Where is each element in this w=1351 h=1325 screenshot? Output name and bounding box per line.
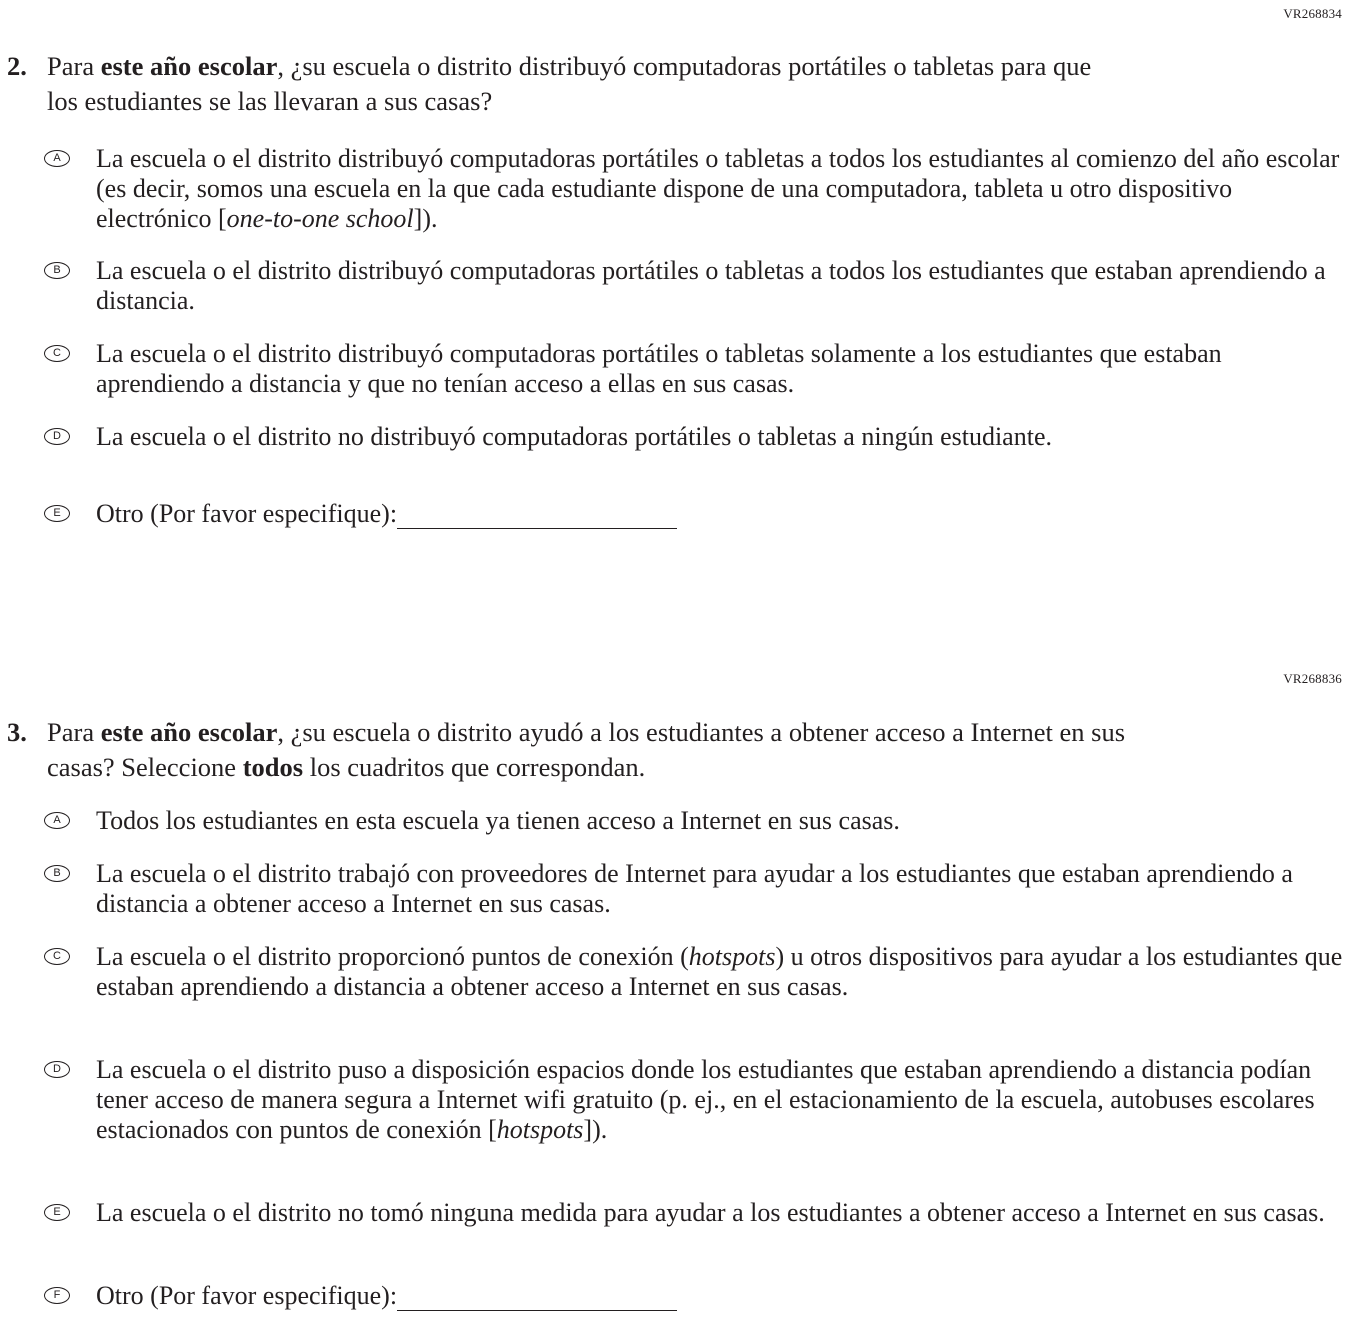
option-e[interactable]: [44, 1198, 1348, 1228]
option-e-other[interactable]: [44, 499, 1348, 529]
stem-text: Para: [47, 51, 101, 81]
question-2: [0, 49, 1351, 119]
answer-bubble[interactable]: C: [44, 345, 70, 362]
answer-bubble[interactable]: B: [44, 865, 70, 882]
answer-bubble[interactable]: E: [44, 1204, 70, 1221]
question-id: VR268836: [1283, 671, 1342, 686]
option-c[interactable]: [44, 339, 1348, 399]
other-specify-field[interactable]: [397, 1284, 677, 1311]
option-a[interactable]: [44, 144, 1348, 234]
stem-emphasis: este año escolar: [100, 51, 278, 81]
option-b[interactable]: [44, 256, 1348, 316]
option-d[interactable]: [44, 1055, 1348, 1145]
option-b[interactable]: [44, 859, 1348, 919]
answer-bubble[interactable]: A: [44, 150, 70, 167]
option-text: Otro (Por favor especifique):: [96, 499, 1348, 529]
answer-bubble[interactable]: C: [44, 948, 70, 965]
answer-bubble[interactable]: A: [44, 812, 70, 829]
option-text: La escuela o el distrito puso a disposición espacios donde los estudiantes que estaban aprendiendo a distancia podían tener acceso de manera segura a Internet wifi gratuito (p. ej., en el estacionamiento de la escuela, autobuses escolares estacionados con puntos de conexión [hotspots]).: [96, 1055, 1315, 1144]
stem-emphasis: este año escolar: [100, 717, 278, 747]
answer-bubble[interactable]: D: [44, 1061, 70, 1078]
option-d[interactable]: [44, 422, 1348, 452]
question-stem: [0, 49, 1127, 119]
stem-emphasis: todos: [242, 752, 304, 782]
answer-bubble[interactable]: B: [44, 262, 70, 279]
option-f-other[interactable]: [44, 1281, 1348, 1311]
option-text: La escuela o el distrito trabajó con proveedores de Internet para ayudar a los estudiantes que estaban aprendiendo a distancia a obtener acceso a Internet en sus casas.: [96, 859, 1293, 918]
option-text: La escuela o el distrito distribuyó computadoras portátiles o tabletas a todos los estudiantes que estaban aprendiendo a distancia.: [96, 256, 1326, 315]
answer-bubble[interactable]: E: [44, 505, 70, 522]
option-text: Otro (Por favor especifique):: [96, 1281, 1348, 1311]
question-number: 3.: [7, 717, 27, 747]
option-text: Todos los estudiantes en esta escuela ya tienen acceso a Internet en sus casas.: [96, 806, 900, 835]
stem-text: , ¿su escuela o distrito distribuyó computadoras portátiles o tabletas para que los estudiantes se las llevaran a sus casas?: [47, 51, 1092, 116]
option-text: La escuela o el distrito no tomó ninguna medida para ayudar a los estudiantes a obtener acceso a Internet en sus casas.: [96, 1198, 1325, 1227]
stem-text: Para: [47, 717, 101, 747]
option-text: La escuela o el distrito distribuyó computadoras portátiles o tabletas a todos los estudiantes al comienzo del año escolar (es decir, somos una escuela en la que cada estudiante dispone de una computadora, tableta u otro dispositivo electrónico [one-to-one school]).: [96, 144, 1340, 233]
option-c[interactable]: [44, 942, 1348, 1002]
option-text: La escuela o el distrito distribuyó computadoras portátiles o tabletas solamente a los estudiantes que estaban aprendiendo a distancia y que no tenían acceso a ellas en sus casas.: [96, 339, 1222, 398]
question-3: [0, 715, 1351, 785]
answer-bubble[interactable]: F: [44, 1287, 70, 1304]
other-specify-field[interactable]: [397, 502, 677, 529]
option-a[interactable]: [44, 806, 1348, 836]
answer-bubble[interactable]: D: [44, 428, 70, 445]
question-number: 2.: [7, 51, 27, 81]
option-text: La escuela o el distrito proporcionó puntos de conexión (hotspots) u otros dispositivos para ayudar a los estudiantes que estaban aprendiendo a distancia a obtener acceso a Internet en sus casas.: [96, 942, 1343, 1001]
question-id: VR268834: [1283, 6, 1342, 21]
question-stem: [0, 715, 1127, 785]
stem-text: los cuadritos que correspondan.: [303, 752, 646, 782]
option-text: La escuela o el distrito no distribuyó computadoras portátiles o tabletas a ningún estudiante.: [96, 422, 1052, 451]
stem-text: , ¿su escuela o distrito ayudó a los estudiantes a obtener acceso a Internet en sus casas? Seleccione: [47, 717, 1126, 782]
